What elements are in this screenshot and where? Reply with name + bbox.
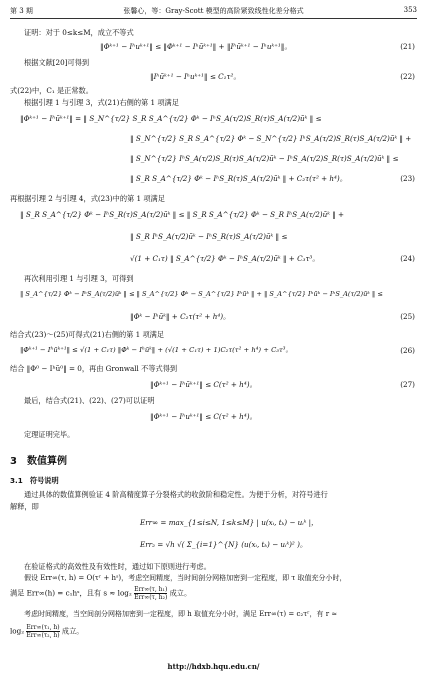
para-2: 在验证格式的高效性及有效性时，通过如下原则进行考虑。 (24, 562, 211, 571)
para-4-cont (10, 624, 417, 639)
eq-number-22: (22) (400, 72, 415, 81)
ref-line: 根据文献[20]可得到 (24, 58, 90, 67)
fraction-numerator: Err∞(τ₁, h) (26, 624, 60, 631)
gronwall-line: 结合 ‖Φ⁰ − Iʰũ⁰‖ = 0，再由 Gronwall 不等式得到 (10, 364, 178, 373)
footer-url[interactable]: http://hdxb.hqu.edu.cn/ (167, 662, 260, 671)
equation-25-line2: ‖Φᵏ − Iʰũᵏ‖ + C₂τ(τ² + h⁴)。 (130, 312, 231, 321)
combine-line: 结合式(23)～(25)可得式(21)右侧的第 1 项满足 (10, 330, 165, 339)
para-4-log: log₂ (10, 626, 25, 636)
equation-23-line4: ‖ S_R S_A^{τ/2} Φᵏ − IʰS_R(τ)S_A(τ/2)ũᵏ ‖ + C₂τ(τ² + h⁴)。 (130, 174, 347, 183)
equation-23-line1: ‖Φᵏ⁺¹ − Iʰũᵏ⁺¹‖ = ‖ S_N^{τ/2} S_R S_A^{τ/2} Φᵏ − IʰS_A(τ/2)S_R(τ)S_A(τ/2)ũᵏ ‖ ≤ (20, 114, 322, 123)
equation-23-line2: ‖ S_N^{τ/2} S_R S_A^{τ/2} Φᵏ − S_N^{τ/2} IʰS_A(τ/2)S_R(τ)S_A(τ/2)ũᵏ ‖ + (130, 134, 412, 143)
err-inf-formula: Err∞ = max_{1≤i≤N, 1≤k≤M} | u(xᵢ, tₖ) − uᵢᵏ |， (140, 518, 319, 527)
issue-number: 第 3 期 (10, 7, 33, 15)
equation-26: ‖Φᵏ⁺¹ − Iʰũᵏ⁺¹‖ ≤ √(1 + C₁τ) ‖Φᵏ − Iʰũᵏ‖ + (√(1 + C₁τ) + 1)C₂τ(τ² + h⁴) + C₃τ³。 (20, 346, 293, 354)
page-number: 353 (403, 6, 417, 14)
equation-27: ‖Φᵏ⁺¹ − Iʰũᵏ⁺¹‖ ≤ C(τ² + h⁴)。 (150, 380, 257, 389)
equation-23-line3: ‖ S_N^{τ/2} IʰS_A(τ/2)S_R(τ)S_A(τ/2)ũᵏ − IʰS_A(τ/2)S_R(τ)S_A(τ/2)ũᵏ ‖ ≤ (130, 154, 399, 163)
constant-note: 式(22)中，C₁ 是正常数。 (10, 86, 93, 95)
equation-21: ‖Φᵏ⁺¹ − Iʰuᵏ⁺¹‖ ≤ ‖Φᵏ⁺¹ − Iʰũᵏ⁺¹‖ + ‖Iʰũᵏ⁺¹ − Iʰuᵏ⁺¹‖。 (100, 42, 292, 51)
para-3-end: 成立。 (169, 588, 192, 598)
para-3: 假设 Err∞(τ, h) = O(τʳ + hˢ)，考虑空间精度，当时间剖分网格加密到一定程度，即 τ 取值充分小时， (24, 574, 347, 582)
section-3-heading: 3 数值算例 (10, 456, 67, 467)
fraction-denominator: Err∞(τ, h₂) (134, 594, 168, 601)
proof-intro: 证明：对于 0≤k≤M，成立不等式 (24, 28, 134, 37)
running-header (10, 6, 417, 19)
para-3-text: 满足 Err∞(h) = c₁hˢ，且有 s ≈ log₂ (10, 588, 132, 598)
subsection-3-1-heading: 3.1 符号说明 (10, 476, 59, 485)
para-4: 考虑时间精度，当空间剖分网格加密到一定程度，即 h 取值充分小时，满足 Err∞(τ) = c₂τʳ，有 r ≈ (24, 610, 338, 618)
proof-end: 定理证明完毕。 (24, 430, 75, 439)
para-1-cont: 解释，即 (10, 502, 39, 511)
equation-24-line3: √(1 + C₁τ) ‖ S_A^{τ/2} Φᵏ − IʰS_A(τ/2)ũᵏ ‖ + C₃τ³。 (130, 254, 320, 263)
para-1: 通过具体的数值算例验证 4 阶高精度算子分裂格式的收敛阶和稳定性。为便于分析，对符号进行 (24, 490, 328, 499)
eq-number-27: (27) (400, 380, 415, 389)
eq-number-24: (24) (400, 254, 415, 263)
article-title: 张馨心，等：Gray-Scott 模型的高阶紧致线性化差分格式 (123, 7, 304, 15)
equation-25-line1: ‖ S_A^{τ/2} Φᵏ − IʰS_A(τ/2)ũᵏ ‖ ≤ ‖ S_A^{τ/2} Φᵏ − S_A^{τ/2} Iʰũᵏ ‖ + ‖ S_A^{τ/2} Iʰũᵏ − IʰS_A(τ/2)ũᵏ ‖ ≤ (20, 290, 383, 298)
lemma-intro-24: 再根据引理 2 与引理 4，式(23)中的第 1 项满足 (10, 194, 165, 203)
fraction-numerator: Err∞(τ, h₁) (134, 586, 168, 593)
temporal-order-fraction (26, 624, 59, 639)
eq-number-25: (25) (400, 312, 415, 321)
eq-number-26: (26) (400, 346, 415, 355)
lemma-intro-25: 再次利用引理 1 与引理 3，可得到 (24, 274, 134, 283)
para-3-cont (10, 586, 417, 601)
equation-22: ‖Iʰũᵏ⁺¹ − Iʰuᵏ⁺¹‖ ≤ C₁τ²。 (150, 72, 241, 81)
equation-24-line1: ‖ S_R S_A^{τ/2} Φᵏ − IʰS_R(τ)S_A(τ/2)ũᵏ ‖ ≤ ‖ S_R S_A^{τ/2} Φᵏ − S_R IʰS_A(τ/2)ũᵏ ‖ + (20, 210, 345, 219)
eq-number-21: (21) (400, 42, 415, 51)
err-2-formula: Err₂ = √h √( Σ_{i=1}^{N} (u(xᵢ, tₖ) − uᵢᵏ)² )。 (140, 540, 308, 549)
equation-24-line2: ‖ S_R IʰS_A(τ/2)ũᵏ − IʰS_R(τ)S_A(τ/2)ũᵏ ‖ ≤ (130, 232, 288, 241)
eq-number-23: (23) (400, 174, 415, 183)
equation-final: ‖Φᵏ⁺¹ − Iʰuᵏ⁺¹‖ ≤ C(τ² + h⁴)。 (150, 412, 257, 421)
final-combine: 最后，结合式(21)、(22)、(27)可以证明 (24, 396, 155, 405)
lemma-intro-23: 根据引理 1 与引理 3，式(21)右侧的第 1 项满足 (24, 98, 179, 107)
spatial-order-fraction (134, 586, 167, 601)
fraction-denominator: Err∞(τ₂, h) (26, 632, 60, 639)
para-4-end: 成立。 (61, 626, 84, 636)
